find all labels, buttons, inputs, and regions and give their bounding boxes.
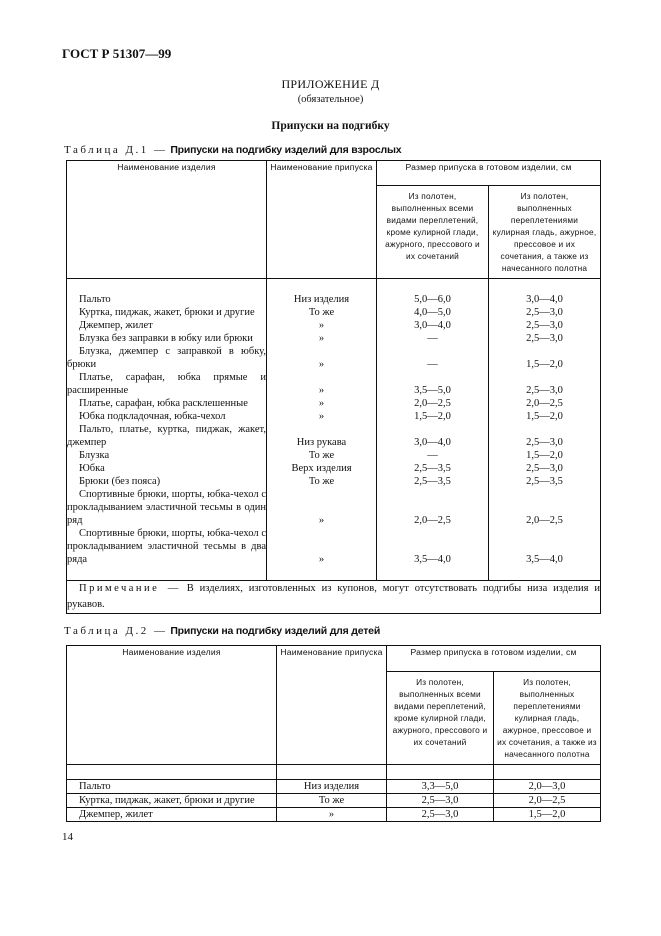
row-value-1: — (377, 449, 489, 462)
row-value-1: 3,3—5,0 (387, 780, 494, 794)
table2-caption-title: Припуски на подгибку изделий для детей (170, 625, 381, 637)
row-allowance-name: То же (267, 306, 377, 319)
row-allowance-name: Низ изделия (267, 293, 377, 306)
row-item-name (67, 449, 267, 462)
row-item-label: Блузка (79, 449, 110, 461)
row-item-name (67, 306, 267, 319)
row-item-label: Брюки (без пояса) (79, 475, 161, 487)
row-value-1: 3,0—4,0 (377, 423, 489, 449)
row-item-label: Спортивные брюки, шорты, юбка-чехол с прокладыванием эластичной тесьмы в один ряд (67, 488, 266, 526)
row-allowance-name: » (267, 527, 377, 566)
row-value-2: 1,5—2,0 (489, 449, 601, 462)
table1-note (67, 581, 601, 614)
row-item-name (67, 475, 267, 488)
row-item-name (67, 423, 267, 449)
row-value-1: — (377, 345, 489, 371)
table1-header-allowance: Наименование припуска (267, 161, 377, 279)
table-row (67, 449, 601, 462)
table-row (67, 371, 601, 397)
table2-caption (64, 625, 380, 637)
row-value-1: 2,0—2,5 (377, 397, 489, 410)
row-item-name (67, 293, 267, 306)
row-value-2: 2,5—3,0 (489, 306, 601, 319)
row-item-name (67, 780, 277, 794)
table-row (67, 410, 601, 423)
row-allowance-name: » (267, 410, 377, 423)
table1-body (67, 293, 601, 566)
row-value-2: 1,5—2,0 (489, 345, 601, 371)
row-item-label: Пальто (79, 781, 111, 792)
table1 (66, 160, 601, 614)
table-row (67, 475, 601, 488)
row-item-label: Платье, сарафан, юбка прямые и расширенные (67, 371, 266, 396)
row-allowance-name: » (267, 319, 377, 332)
row-value-1: 2,5—3,5 (377, 462, 489, 475)
row-value-2: 2,0—2,5 (489, 488, 601, 527)
table1-header-item: Наименование изделия (67, 161, 267, 279)
table2-header-sub1: Из полотен, выполненных всеми видами переплетений, кроме кулирной глади, ажурного, прессового и их сочетаний (387, 672, 494, 765)
table2-header-sub2: Из полотен, выполненных переплетениями кулирная гладь, ажурное, прессовое и их сочетания, а также из начесанного полотна (494, 672, 601, 765)
row-allowance-name: » (277, 808, 387, 822)
table-row (67, 319, 601, 332)
row-item-name (67, 794, 277, 808)
table-row (67, 794, 601, 808)
row-value-1: 2,0—2,5 (377, 488, 489, 527)
row-value-1: 3,5—4,0 (377, 527, 489, 566)
table2 (66, 645, 601, 822)
table1-header-sub2: Из полотен, выполненных переплетениями кулирная гладь, ажурное, прессовое и их сочетания, а также из начесанного полотна (489, 186, 601, 279)
table1-caption-title: Припуски на подгибку изделий для взрослых (170, 144, 402, 156)
row-value-2: 3,0—4,0 (489, 293, 601, 306)
row-item-label: Платье, сарафан, юбка расклешенные (79, 397, 248, 409)
row-item-label: Джемпер, жилет (79, 809, 153, 820)
row-value-2: 3,5—4,0 (489, 527, 601, 566)
table2-header-allowance: Наименование припуска (277, 646, 387, 765)
row-value-2: 2,0—2,5 (494, 794, 601, 808)
table-row (67, 306, 601, 319)
row-allowance-name: То же (277, 794, 387, 808)
row-allowance-name: Низ рукава (267, 423, 377, 449)
row-item-label: Блузка, джемпер с заправкой в юбку, брюки (67, 345, 266, 370)
row-allowance-name: Низ изделия (277, 780, 387, 794)
row-item-label: Пальто, платье, куртка, пиджак, жакет, джемпер (67, 423, 266, 448)
row-value-1: 2,5—3,0 (387, 808, 494, 822)
row-value-2: 2,5—3,5 (489, 475, 601, 488)
row-item-label: Джемпер, жилет (79, 319, 153, 331)
row-value-1: 3,5—5,0 (377, 371, 489, 397)
row-value-2: 2,5—3,0 (489, 462, 601, 475)
table1-header-sub1: Из полотен, выполненных всеми видами переплетений, кроме кулирной глади, ажурного, прессового и их сочетаний (377, 186, 489, 279)
row-value-1: 1,5—2,0 (377, 410, 489, 423)
row-allowance-name: » (267, 345, 377, 371)
note-text: В изделиях, изготовленных из купонов, могут отсутствовать подгибы низа изделия и рукавов. (67, 583, 601, 610)
table-row (67, 397, 601, 410)
row-item-label: Юбка (79, 462, 105, 474)
row-value-2: 2,0—2,5 (489, 397, 601, 410)
row-allowance-name: То же (267, 475, 377, 488)
table1-header-size-group: Размер припуска в готовом изделии, см (377, 161, 601, 186)
row-value-2: 1,5—2,0 (489, 410, 601, 423)
row-item-label: Юбка подкладочная, юбка-чехол (79, 410, 226, 422)
row-item-name (67, 488, 267, 527)
row-item-name (67, 462, 267, 475)
row-allowance-name: » (267, 488, 377, 527)
row-allowance-name: » (267, 397, 377, 410)
row-value-1: 2,5—3,5 (377, 475, 489, 488)
row-allowance-name: То же (267, 449, 377, 462)
row-item-name (67, 319, 267, 332)
page-number: 14 (62, 831, 73, 843)
table2-body (67, 780, 601, 822)
table1-caption-label: Таблица Д.1 — (64, 144, 168, 156)
row-value-2: 2,5—3,0 (489, 423, 601, 449)
row-item-label: Блузка без заправки в юбку или брюки (79, 332, 253, 344)
row-item-name (67, 397, 267, 410)
table-row (67, 345, 601, 371)
row-item-name (67, 332, 267, 345)
row-item-name (67, 410, 267, 423)
table-row (67, 808, 601, 822)
row-item-name (67, 345, 267, 371)
row-value-1: 4,0—5,0 (377, 306, 489, 319)
row-item-label: Спортивные брюки, шорты, юбка-чехол с прокладыванием эластичной тесьмы в два ряда (67, 527, 266, 565)
row-allowance-name: » (267, 332, 377, 345)
note-label: Примечание — (79, 583, 181, 594)
row-value-2: 1,5—2,0 (494, 808, 601, 822)
row-value-2: 2,5—3,0 (489, 371, 601, 397)
row-value-2: 2,5—3,0 (489, 332, 601, 345)
table-row (67, 462, 601, 475)
table-row (67, 780, 601, 794)
row-allowance-name: » (267, 371, 377, 397)
row-item-label: Куртка, пиджак, жакет, брюки и другие (79, 795, 255, 806)
row-value-1: 2,5—3,0 (387, 794, 494, 808)
row-item-label: Куртка, пиджак, жакет, брюки и другие (79, 306, 255, 318)
table1-caption (64, 144, 401, 156)
row-value-1: — (377, 332, 489, 345)
table2-header-item: Наименование изделия (67, 646, 277, 765)
table2-caption-label: Таблица Д.2 — (64, 625, 168, 637)
row-item-name (67, 527, 267, 566)
table-row (67, 332, 601, 345)
row-value-1: 5,0—6,0 (377, 293, 489, 306)
table-row (67, 293, 601, 306)
row-value-1: 3,0—4,0 (377, 319, 489, 332)
table-row (67, 423, 601, 449)
table2-header-size-group: Размер припуска в готовом изделии, см (387, 646, 601, 672)
table-row (67, 527, 601, 566)
row-value-2: 2,5—3,0 (489, 319, 601, 332)
row-allowance-name: Верх изделия (267, 462, 377, 475)
table-row (67, 488, 601, 527)
row-item-name (67, 371, 267, 397)
appendix-title: ПРИЛОЖЕНИЕ Д (281, 77, 380, 91)
row-value-2: 2,0—3,0 (494, 780, 601, 794)
document-code: ГОСТ Р 51307—99 (62, 46, 172, 61)
row-item-label: Пальто (79, 293, 111, 305)
appendix-subtitle: (обязательное) (297, 94, 364, 105)
row-item-name (67, 808, 277, 822)
section-title: Припуски на подгибку (271, 120, 390, 132)
